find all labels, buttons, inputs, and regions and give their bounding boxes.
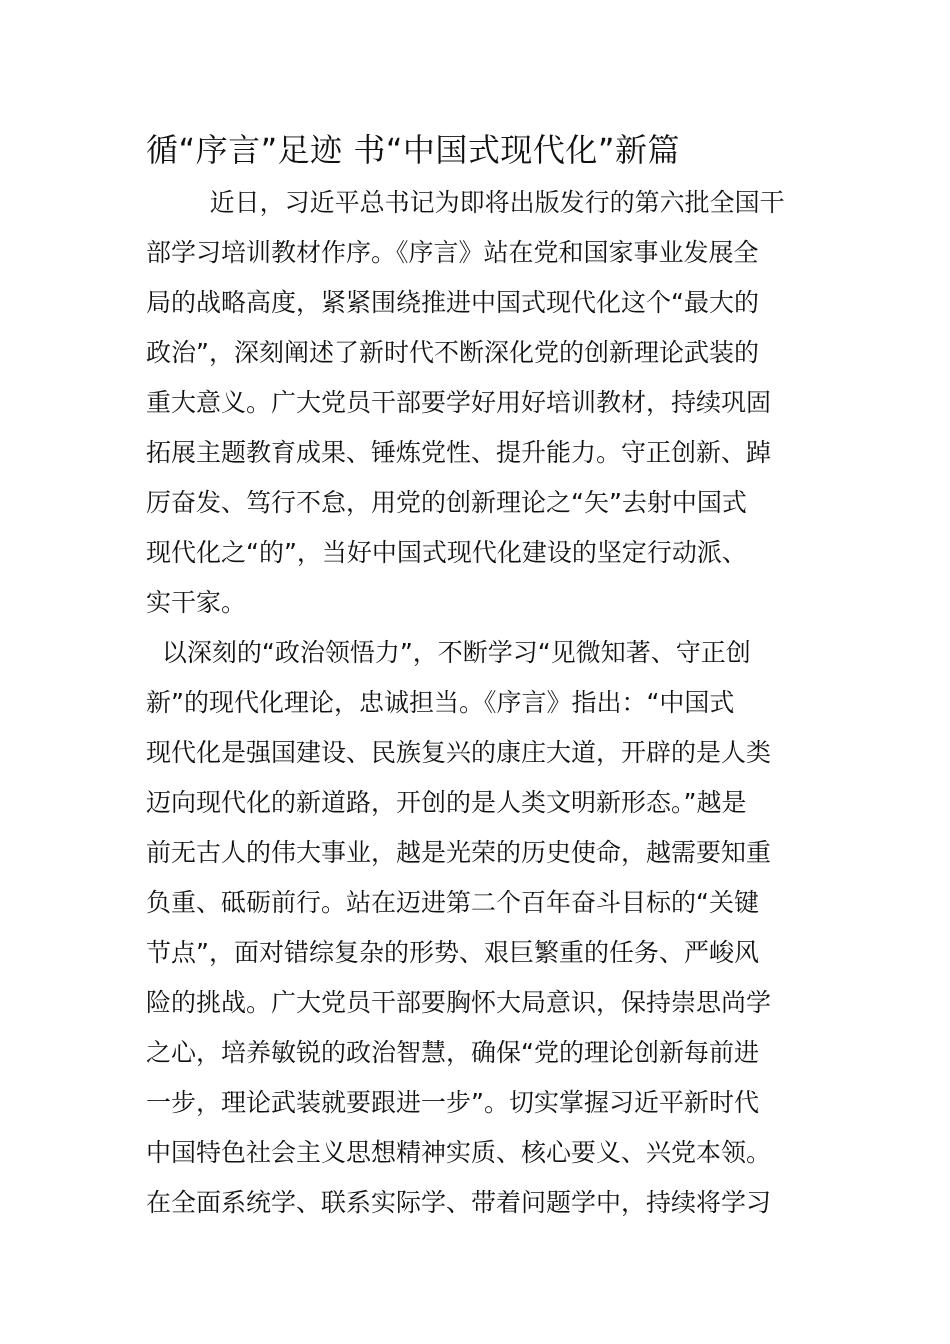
text-line: 近日，习近平总书记为即将出版发行的第六批全国干 bbox=[146, 188, 785, 217]
text-line: 政治”，深刻阐述了新时代不断深化党的创新理论武装的 bbox=[146, 338, 759, 367]
document-body bbox=[146, 178, 806, 1228]
text-line: 现代化之“的”，当好中国式现代化建设的坚定行动派、 bbox=[146, 538, 747, 567]
text-line: 中国特色社会主义思想精神实质、核心要义、兴党本领。 bbox=[146, 1138, 772, 1167]
text-line: 一步，理论武装就要跟进一步”。切实掌握习近平新时代 bbox=[146, 1088, 759, 1117]
text-line: 厉奋发、笃行不怠，用党的创新理论之“矢”去射中国式 bbox=[146, 488, 747, 517]
text-line: 在全面系统学、联系实际学、带着问题学中，持续将学习 bbox=[146, 1188, 772, 1217]
text-line: 部学习培训教材作序。《序言》站在党和国家事业发展全 bbox=[146, 238, 759, 267]
document-title: 循“序言”足迹 书“中国式现代化”新篇 bbox=[146, 131, 680, 169]
text-line: 前无古人的伟大事业，越是光荣的历史使命，越需要知重 bbox=[146, 838, 772, 867]
text-line: 之心，培养敏锐的政治智慧，确保“党的理论创新每前进 bbox=[146, 1038, 759, 1067]
text-line: 险的挑战。广大党员干部要胸怀大局意识，保持崇思尚学 bbox=[146, 988, 772, 1017]
text-line: 现代化是强国建设、民族复兴的康庄大道，开辟的是人类 bbox=[146, 738, 772, 767]
text-line: 实干家。 bbox=[146, 588, 247, 617]
text-line: 以深刻的“政治领悟力”，不断学习“见微知著、守正创 bbox=[146, 638, 751, 667]
text-line: 新”的现代化理论，忠诚担当。《序言》指出：“中国式 bbox=[146, 688, 735, 717]
text-line: 负重、砥砺前行。站在迈进第二个百年奋斗目标的“关键 bbox=[146, 888, 759, 917]
text-line: 拓展主题教育成果、锤炼党性、提升能力。守正创新、踔 bbox=[146, 438, 772, 467]
text-line: 节点”，面对错综复杂的形势、艰巨繁重的任务、严峻风 bbox=[146, 938, 759, 967]
text-line: 迈向现代化的新道路，开创的是人类文明新形态。”越是 bbox=[146, 788, 747, 817]
text-line: 局的战略高度，紧紧围绕推进中国式现代化这个“最大的 bbox=[146, 288, 759, 317]
text-line: 重大意义。广大党员干部要学好用好培训教材，持续巩固 bbox=[146, 388, 772, 417]
